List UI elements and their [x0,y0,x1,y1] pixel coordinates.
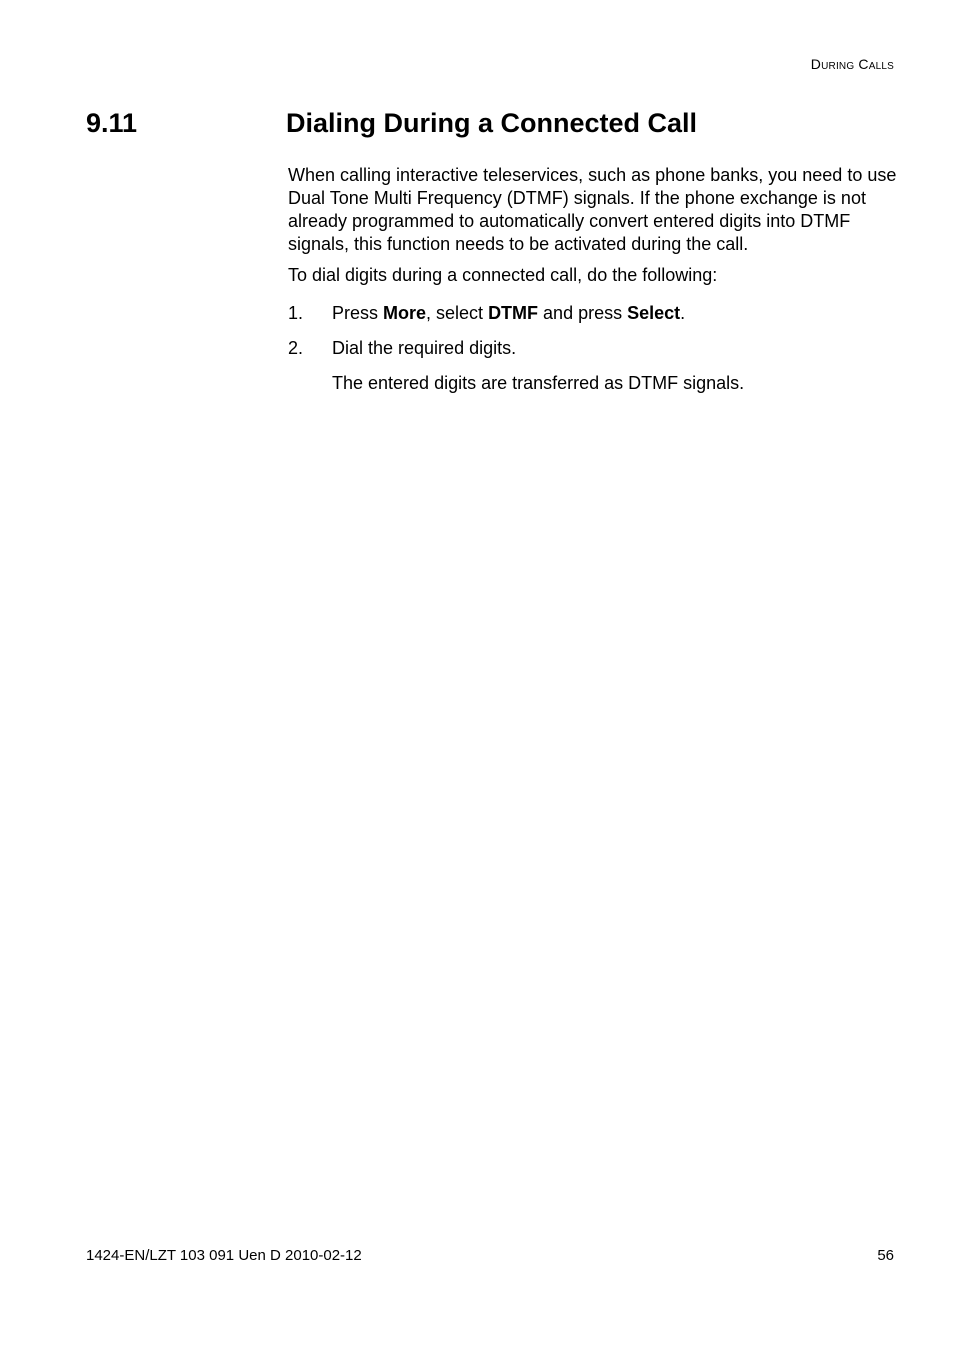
section-title: Dialing During a Connected Call [286,108,698,138]
step-text: Dial the required digits. [332,338,517,358]
section-number: 9.11 [86,108,138,138]
step-1 [288,302,685,325]
softkey-more-label: More [383,303,427,323]
step-text-part: . [680,303,686,323]
step-number: 1. [288,303,304,323]
step-text-part: Press [332,303,384,323]
footer-document-id: 1424-EN/LZT 103 091 Uen D 2010-02-12 [86,1247,362,1264]
step-number: 2. [288,338,304,358]
lead-in-paragraph: To dial digits during a connected call, do the following: [288,265,718,285]
step-text [332,303,685,323]
step-text-part: , select [426,303,489,323]
step-text-part: and press [538,303,628,323]
footer-page-number: 56 [877,1247,894,1264]
step-2 [288,337,516,360]
running-header: During Calls [810,56,894,72]
step-2-result: The entered digits are transferred as DTMF signals. [332,373,745,393]
softkey-select-label: Select [627,303,681,323]
menu-dtmf-label: DTMF [488,303,539,323]
intro-paragraph: When calling interactive teleservices, such as phone banks, you need to use Dual Tone Multi Frequency (DTMF) signals. If the phone exchange is not already programmed to automatically convert entered digits into DTMF signals, this function needs to be activated during the call. [288,165,897,254]
